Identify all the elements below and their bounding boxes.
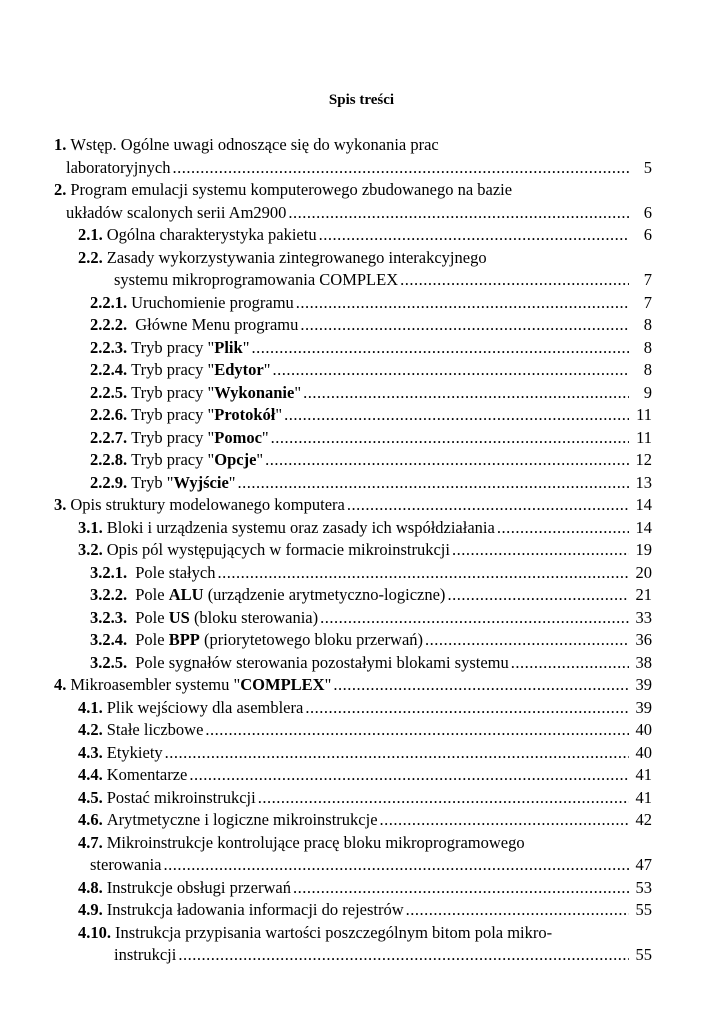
toc-entry-title: systemu mikroprogramowania COMPLEX [114, 270, 399, 289]
toc-entry-text-suffix: " [261, 427, 269, 447]
toc-entry-text [90, 382, 301, 405]
toc-entry[interactable] [54, 404, 652, 427]
toc-entry-number: 3.2.5. [90, 652, 128, 672]
toc-entry[interactable] [54, 922, 652, 967]
dot-leader [217, 562, 629, 585]
toc-entry-line [78, 944, 652, 967]
toc-entry-title: Komentarze [106, 765, 188, 784]
toc-entry-text [90, 854, 161, 877]
toc-entry-title: Mikroinstrukcje kontrolujące pracę bloku mikroprogramowego [106, 832, 525, 852]
toc-entry-line [78, 517, 652, 540]
dot-leader [296, 292, 629, 315]
toc-page-number: 41 [635, 787, 652, 807]
toc-entry-text-prefix: Pole [131, 585, 169, 604]
toc-entry[interactable] [54, 337, 652, 360]
toc-page-number: 8 [643, 315, 652, 334]
toc-page-number: 9 [643, 382, 652, 402]
toc-entry-number: 3.1. [78, 517, 103, 537]
dot-leader [189, 764, 629, 787]
toc-entry-line [90, 337, 652, 360]
toc-page-number: 11 [636, 405, 652, 424]
toc-entry-text [78, 809, 378, 832]
toc-entry-text-prefix: Tryb pracy " [131, 382, 215, 402]
toc-entry-keyword: ALU [168, 585, 204, 604]
toc-entry[interactable] [54, 472, 652, 495]
toc-page-number: 36 [635, 630, 652, 649]
toc-entry-title: Postać mikroinstrukcji [106, 787, 256, 807]
toc-entry-line [54, 202, 652, 225]
toc-entry-line [78, 742, 652, 765]
toc-entry-text [78, 742, 163, 765]
page-title: Spis treści [328, 92, 395, 108]
toc-entry-number: 4.5. [78, 787, 103, 807]
toc-entry-number: 4.4. [78, 765, 103, 784]
toc-entry-number: 4.9. [78, 900, 103, 919]
toc-entry-title: Arytmetyczne i logiczne mikroinstrukcje [106, 810, 378, 829]
toc-entry[interactable] [54, 674, 652, 697]
dot-leader [293, 877, 629, 900]
dot-leader [305, 697, 629, 720]
dot-leader [288, 202, 629, 225]
dot-leader [258, 787, 629, 810]
dot-leader [165, 742, 629, 765]
toc-page-number: 38 [635, 652, 652, 672]
toc-entry-line [78, 764, 652, 787]
toc-entry[interactable] [54, 292, 652, 315]
toc-entry-line [90, 472, 652, 495]
toc-entry-keyword: Wykonanie [214, 382, 295, 402]
toc-entry-keyword: COMPLEX [240, 675, 325, 694]
toc-entry-title-line [78, 247, 652, 270]
dot-leader [319, 224, 629, 247]
toc-page-number: 33 [635, 607, 652, 627]
toc-page-number: 13 [635, 472, 652, 492]
toc-page-number: 41 [635, 765, 652, 784]
toc-entry-title: Opis pól występujących w formacie mikroinstrukcji [106, 540, 450, 559]
toc-entry-line [78, 224, 652, 247]
toc-entry-keyword: Plik [214, 337, 243, 357]
toc-entry[interactable] [54, 787, 652, 810]
toc-entry-title: laboratoryjnych [66, 157, 171, 177]
toc-entry-text [90, 427, 269, 450]
toc-entry-text [90, 314, 298, 337]
toc-entry-text-suffix: " [228, 472, 236, 492]
toc-entry-keyword: Pomoc [214, 427, 262, 447]
toc-entry-title-line [54, 134, 652, 157]
toc-entry-number: 4.3. [78, 742, 103, 762]
toc-page-number: 8 [643, 337, 652, 357]
toc-entry-text [90, 404, 282, 427]
toc-entry-keyword: Wyjście [173, 472, 229, 492]
toc-entry-text-suffix: " [263, 360, 271, 379]
toc-entry-text [66, 157, 170, 180]
toc-entry[interactable] [54, 449, 652, 472]
toc-entry-title: sterowania [90, 855, 162, 874]
toc-entry-title: Etykiety [106, 742, 163, 762]
toc-entry-text [114, 944, 176, 967]
toc-entry-title: Zasady wykorzystywania zintegrowanego interakcyjnego [106, 247, 487, 267]
toc-entry-line [78, 854, 652, 877]
toc-entry-number: 3.2.2. [90, 585, 128, 604]
dot-leader [303, 382, 629, 405]
toc-entry[interactable] [54, 224, 652, 247]
toc-entry-number: 2.2.5. [90, 382, 128, 402]
dot-leader [265, 449, 629, 472]
dot-leader [163, 854, 629, 877]
toc-entry-text [78, 517, 495, 540]
toc-entry-text-suffix: " [242, 337, 250, 357]
toc-entry-line [78, 697, 652, 720]
dot-leader [452, 539, 629, 562]
toc-entry-number: 3.2.4. [90, 630, 128, 649]
toc-entry-number: 2.2.1. [90, 292, 128, 312]
toc-entry-title: Plik wejściowy dla asemblera [106, 697, 304, 717]
toc-entry-number: 1. [54, 135, 67, 154]
toc-entry-line [54, 157, 652, 180]
toc-entry-keyword: US [168, 607, 190, 627]
toc-entry-line [90, 382, 652, 405]
dot-leader [251, 337, 629, 360]
toc-entry[interactable] [54, 517, 652, 540]
toc-entry-line [78, 719, 652, 742]
toc-entry-number: 2.2.7. [90, 427, 128, 447]
toc-entry-line [90, 449, 652, 472]
toc-entry-text [90, 449, 263, 472]
dot-leader [400, 269, 629, 292]
toc-entry-line [78, 877, 652, 900]
dot-leader [178, 944, 629, 967]
toc-entry-text [90, 359, 271, 382]
toc-entry-text-prefix: Tryb pracy " [131, 450, 215, 469]
toc-entry-number: 2.2. [78, 247, 103, 267]
toc-entry-text [90, 472, 236, 495]
toc-entry-text-prefix: Tryb pracy " [131, 427, 215, 447]
toc-entry-line [78, 539, 652, 562]
toc-page-number: 39 [635, 697, 652, 717]
toc-entry-title-line [78, 832, 652, 855]
toc-entry-line [78, 787, 652, 810]
toc-entry-text-suffix: " [294, 382, 302, 402]
toc-entry-number: 3.2.3. [90, 607, 128, 627]
toc-page-number: 12 [635, 450, 652, 469]
toc-entry-keyword: BPP [168, 630, 200, 649]
toc-entry[interactable] [54, 719, 652, 742]
toc-entry-line [78, 899, 652, 922]
toc-entry-title: Program emulacji systemu komputerowego zbudowanego na bazie [70, 180, 513, 199]
toc-entry-line [78, 809, 652, 832]
toc-entry-text-suffix: " [324, 675, 332, 694]
toc-entry-title: układów scalonych serii Am2900 [66, 202, 287, 222]
toc-entry-text [90, 607, 318, 630]
toc-entry-title: Uruchomienie programu [131, 292, 294, 312]
toc-entry-text [90, 337, 249, 360]
toc-entry-text-prefix: Mikroasembler systemu " [70, 675, 241, 694]
toc-page-number: 19 [635, 540, 652, 559]
toc-page-number: 14 [635, 517, 652, 537]
toc-entry[interactable] [54, 764, 652, 787]
dot-leader [320, 607, 629, 630]
toc-entry[interactable] [54, 607, 652, 630]
toc-entry-text-prefix: Pole [131, 607, 169, 627]
toc-entry-text [78, 787, 256, 810]
dot-leader [425, 629, 629, 652]
toc-entry-title: Ogólna charakterystyka pakietu [106, 225, 317, 244]
table-of-contents [54, 134, 652, 967]
toc-page-number: 40 [635, 742, 652, 762]
dot-leader [172, 157, 629, 180]
toc-page-number: 8 [643, 360, 652, 379]
toc-entry-line [90, 584, 652, 607]
toc-entry-text [54, 494, 345, 517]
dot-leader [238, 472, 629, 495]
toc-entry[interactable] [54, 652, 652, 675]
toc-entry-text [78, 719, 203, 742]
toc-entry[interactable] [54, 629, 652, 652]
toc-entry[interactable] [54, 494, 652, 517]
toc-entry-text-suffix: " [275, 405, 283, 424]
toc-entry-text-prefix: Pole [131, 630, 169, 649]
toc-entry-line [90, 404, 652, 427]
toc-entry-title: Instrukcja ładowania informacji do rejestrów [106, 900, 404, 919]
toc-page-number: 53 [635, 877, 652, 897]
toc-entry[interactable] [54, 562, 652, 585]
dot-leader [284, 404, 629, 427]
toc-entry-text [90, 652, 509, 675]
dot-leader [447, 584, 629, 607]
toc-page-number: 14 [635, 495, 652, 514]
toc-entry-title: Stałe liczbowe [106, 720, 204, 739]
toc-entry-text [78, 764, 187, 787]
toc-entry-title-line [78, 922, 652, 945]
toc-entry-keyword: Edytor [214, 360, 264, 379]
dot-leader [333, 674, 629, 697]
dot-leader [347, 494, 629, 517]
toc-entry-text [78, 899, 404, 922]
toc-page-number: 47 [635, 855, 652, 874]
toc-entry-line [90, 562, 652, 585]
toc-entry-text-suffix: (urządzenie arytmetyczno-logiczne) [203, 585, 446, 604]
toc-entry-title: Bloki i urządzenia systemu oraz zasady ich współdziałania [106, 517, 495, 537]
toc-entry-number: 3.2.1. [90, 562, 128, 582]
toc-entry-number: 3. [54, 495, 67, 514]
toc-entry-text [78, 877, 291, 900]
toc-entry-number: 2.2.8. [90, 450, 128, 469]
toc-entry-number: 2. [54, 180, 67, 199]
dot-leader [271, 427, 629, 450]
toc-entry-text-prefix: Tryb " [131, 472, 174, 492]
toc-entry-number: 2.2.4. [90, 360, 128, 379]
toc-page-number: 6 [643, 225, 652, 244]
toc-entry-line [90, 607, 652, 630]
toc-entry-text [90, 629, 423, 652]
toc-entry-title: Opis struktury modelowanego komputera [70, 495, 345, 514]
toc-entry-text-suffix: (bloku sterowania) [189, 607, 319, 627]
toc-entry-text-prefix: Tryb pracy " [131, 360, 215, 379]
toc-page-number: 7 [643, 292, 652, 312]
dot-leader [380, 809, 629, 832]
toc-entry-number: 4.2. [78, 720, 103, 739]
dot-leader [300, 314, 629, 337]
toc-entry-number: 4.6. [78, 810, 103, 829]
toc-entry[interactable] [54, 179, 652, 224]
toc-entry-line [90, 652, 652, 675]
toc-entry-title: Główne Menu programu [131, 315, 299, 334]
toc-entry-text [78, 697, 303, 720]
toc-entry-line [90, 427, 652, 450]
toc-entry-number: 2.1. [78, 225, 103, 244]
toc-page-number: 6 [643, 202, 652, 222]
dot-leader [497, 517, 629, 540]
toc-entry-text-suffix: (priorytetowego bloku przerwań) [199, 630, 424, 649]
toc-page-number: 5 [643, 157, 652, 177]
dot-leader [406, 899, 629, 922]
toc-entry-text [66, 202, 286, 225]
toc-entry-number: 2.2.9. [90, 472, 128, 492]
toc-page-number: 7 [643, 270, 652, 289]
toc-page-number: 11 [636, 427, 652, 447]
toc-entry-text-prefix: Tryb pracy " [131, 405, 215, 424]
dot-leader [205, 719, 629, 742]
dot-leader [511, 652, 629, 675]
toc-entry-line [90, 629, 652, 652]
toc-entry[interactable] [54, 382, 652, 405]
toc-entry-number: 2.2.2. [90, 315, 128, 334]
toc-entry-line [90, 314, 652, 337]
toc-entry[interactable] [54, 359, 652, 382]
toc-entry[interactable] [54, 697, 652, 720]
toc-entry-number: 4.8. [78, 877, 103, 897]
toc-entry-title: Wstęp. Ogólne uwagi odnoszące się do wykonania prac [70, 135, 439, 154]
toc-page-number: 39 [635, 675, 652, 694]
toc-entry[interactable] [54, 247, 652, 292]
toc-entry[interactable] [54, 742, 652, 765]
dot-leader [273, 359, 630, 382]
toc-entry-number: 2.2.6. [90, 405, 128, 424]
toc-page-number: 55 [635, 900, 652, 919]
toc-entry-number: 4.10. [78, 922, 111, 942]
toc-entry[interactable] [54, 877, 652, 900]
toc-entry-title: Pole stałych [131, 562, 216, 582]
toc-entry-text [54, 674, 331, 697]
toc-entry-line [54, 674, 652, 697]
toc-entry-title: Instrukcja przypisania wartości poszczególnym bitom pola mikro- [115, 922, 553, 942]
toc-entry-text [90, 584, 445, 607]
toc-page-number: 55 [635, 945, 652, 964]
toc-entry-text [90, 562, 215, 585]
toc-entry-number: 4.1. [78, 697, 103, 717]
toc-entry-text [78, 539, 450, 562]
toc-entry-text [90, 292, 294, 315]
toc-entry-title: Instrukcje obsługi przerwań [106, 877, 291, 897]
toc-entry[interactable] [54, 584, 652, 607]
toc-entry-text-suffix: " [256, 450, 264, 469]
toc-entry-text-prefix: Tryb pracy " [131, 337, 215, 357]
toc-entry-line [90, 359, 652, 382]
toc-entry-number: 3.2. [78, 540, 103, 559]
toc-entry[interactable] [54, 539, 652, 562]
toc-entry-keyword: Protokół [214, 405, 276, 424]
toc-entry[interactable] [54, 832, 652, 877]
toc-entry-title: instrukcji [114, 945, 177, 964]
toc-entry[interactable] [54, 314, 652, 337]
toc-entry[interactable] [54, 899, 652, 922]
toc-entry-title-line [54, 179, 652, 202]
toc-entry-title: Pole sygnałów sterowania pozostałymi blokami systemu [131, 652, 509, 672]
toc-page-number: 42 [635, 810, 652, 829]
toc-page-number: 21 [635, 585, 652, 604]
toc-entry-text [78, 224, 317, 247]
toc-entry-line [90, 292, 652, 315]
toc-entry-keyword: Opcje [214, 450, 257, 469]
toc-entry-number: 4. [54, 675, 67, 694]
toc-page-number: 40 [635, 720, 652, 739]
toc-entry[interactable] [54, 809, 652, 832]
toc-page-number: 20 [635, 562, 652, 582]
toc-entry-number: 4.7. [78, 832, 103, 852]
toc-entry-line [78, 269, 652, 292]
toc-entry-line [54, 494, 652, 517]
toc-entry[interactable] [54, 427, 652, 450]
toc-entry[interactable] [54, 134, 652, 179]
toc-entry-text [114, 269, 398, 292]
toc-entry-number: 2.2.3. [90, 337, 128, 357]
